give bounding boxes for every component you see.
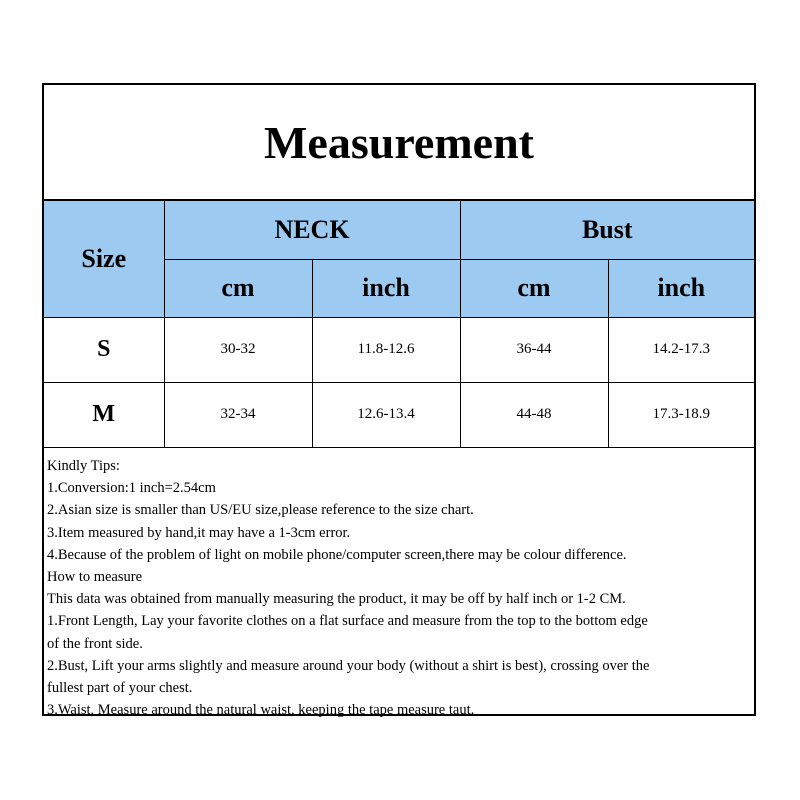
page-title: Measurement (44, 85, 754, 201)
table-cell: 30-32 (164, 317, 312, 382)
size-header: Size (44, 201, 164, 317)
table-cell: 44-48 (460, 382, 608, 447)
table-cell: 17.3-18.9 (608, 382, 754, 447)
tip-line: fullest part of your chest. (47, 680, 193, 697)
table-header-row (44, 201, 754, 259)
unit-header-neck-cm: cm (164, 259, 312, 317)
table-cell: 14.2-17.3 (608, 317, 754, 382)
tip-line: 2.Bust, Lift your arms slightly and measure around your body (without a shirt is best), crossing over the (47, 657, 650, 674)
tip-line: 3.Item measured by hand,it may have a 1-3cm error. (47, 524, 351, 541)
neck-header: NECK (164, 201, 460, 259)
table-cell: 11.8-12.6 (312, 317, 460, 382)
tip-line: 1.Conversion:1 inch=2.54cm (47, 480, 216, 497)
size-cell: M (44, 382, 164, 447)
tips-heading: Kindly Tips: (47, 458, 120, 474)
tip-line: This data was obtained from manually measuring the product, it may be off by half inch or 1-2 CM. (47, 591, 626, 608)
size-cell: S (44, 317, 164, 382)
tip-line: 1.Front Length, Lay your favorite clothes on a flat surface and measure from the top to the bottom edge (47, 613, 648, 630)
tip-line: 3.Waist, Measure around the natural waist, keeping the tape measure taut. (47, 702, 475, 719)
tip-line: 2.Asian size is smaller than US/EU size,please reference to the size chart. (47, 502, 474, 519)
measure-heading: How to measure (47, 569, 143, 586)
size-table (44, 201, 754, 448)
table-row (44, 382, 754, 447)
unit-header-bust-cm: cm (460, 259, 608, 317)
table-cell: 12.6-13.4 (312, 382, 460, 447)
table-cell: 32-34 (164, 382, 312, 447)
tips-section (47, 455, 751, 721)
table-row (44, 317, 754, 382)
size-chart-frame (42, 83, 756, 719)
bust-header: Bust (460, 201, 754, 259)
unit-header-bust-inch: inch (608, 259, 754, 317)
tip-line: of the front side. (47, 635, 143, 652)
tip-line: 4.Because of the problem of light on mobile phone/computer screen,there may be colour difference. (47, 546, 627, 563)
unit-header-neck-inch: inch (312, 259, 460, 317)
table-cell: 36-44 (460, 317, 608, 382)
